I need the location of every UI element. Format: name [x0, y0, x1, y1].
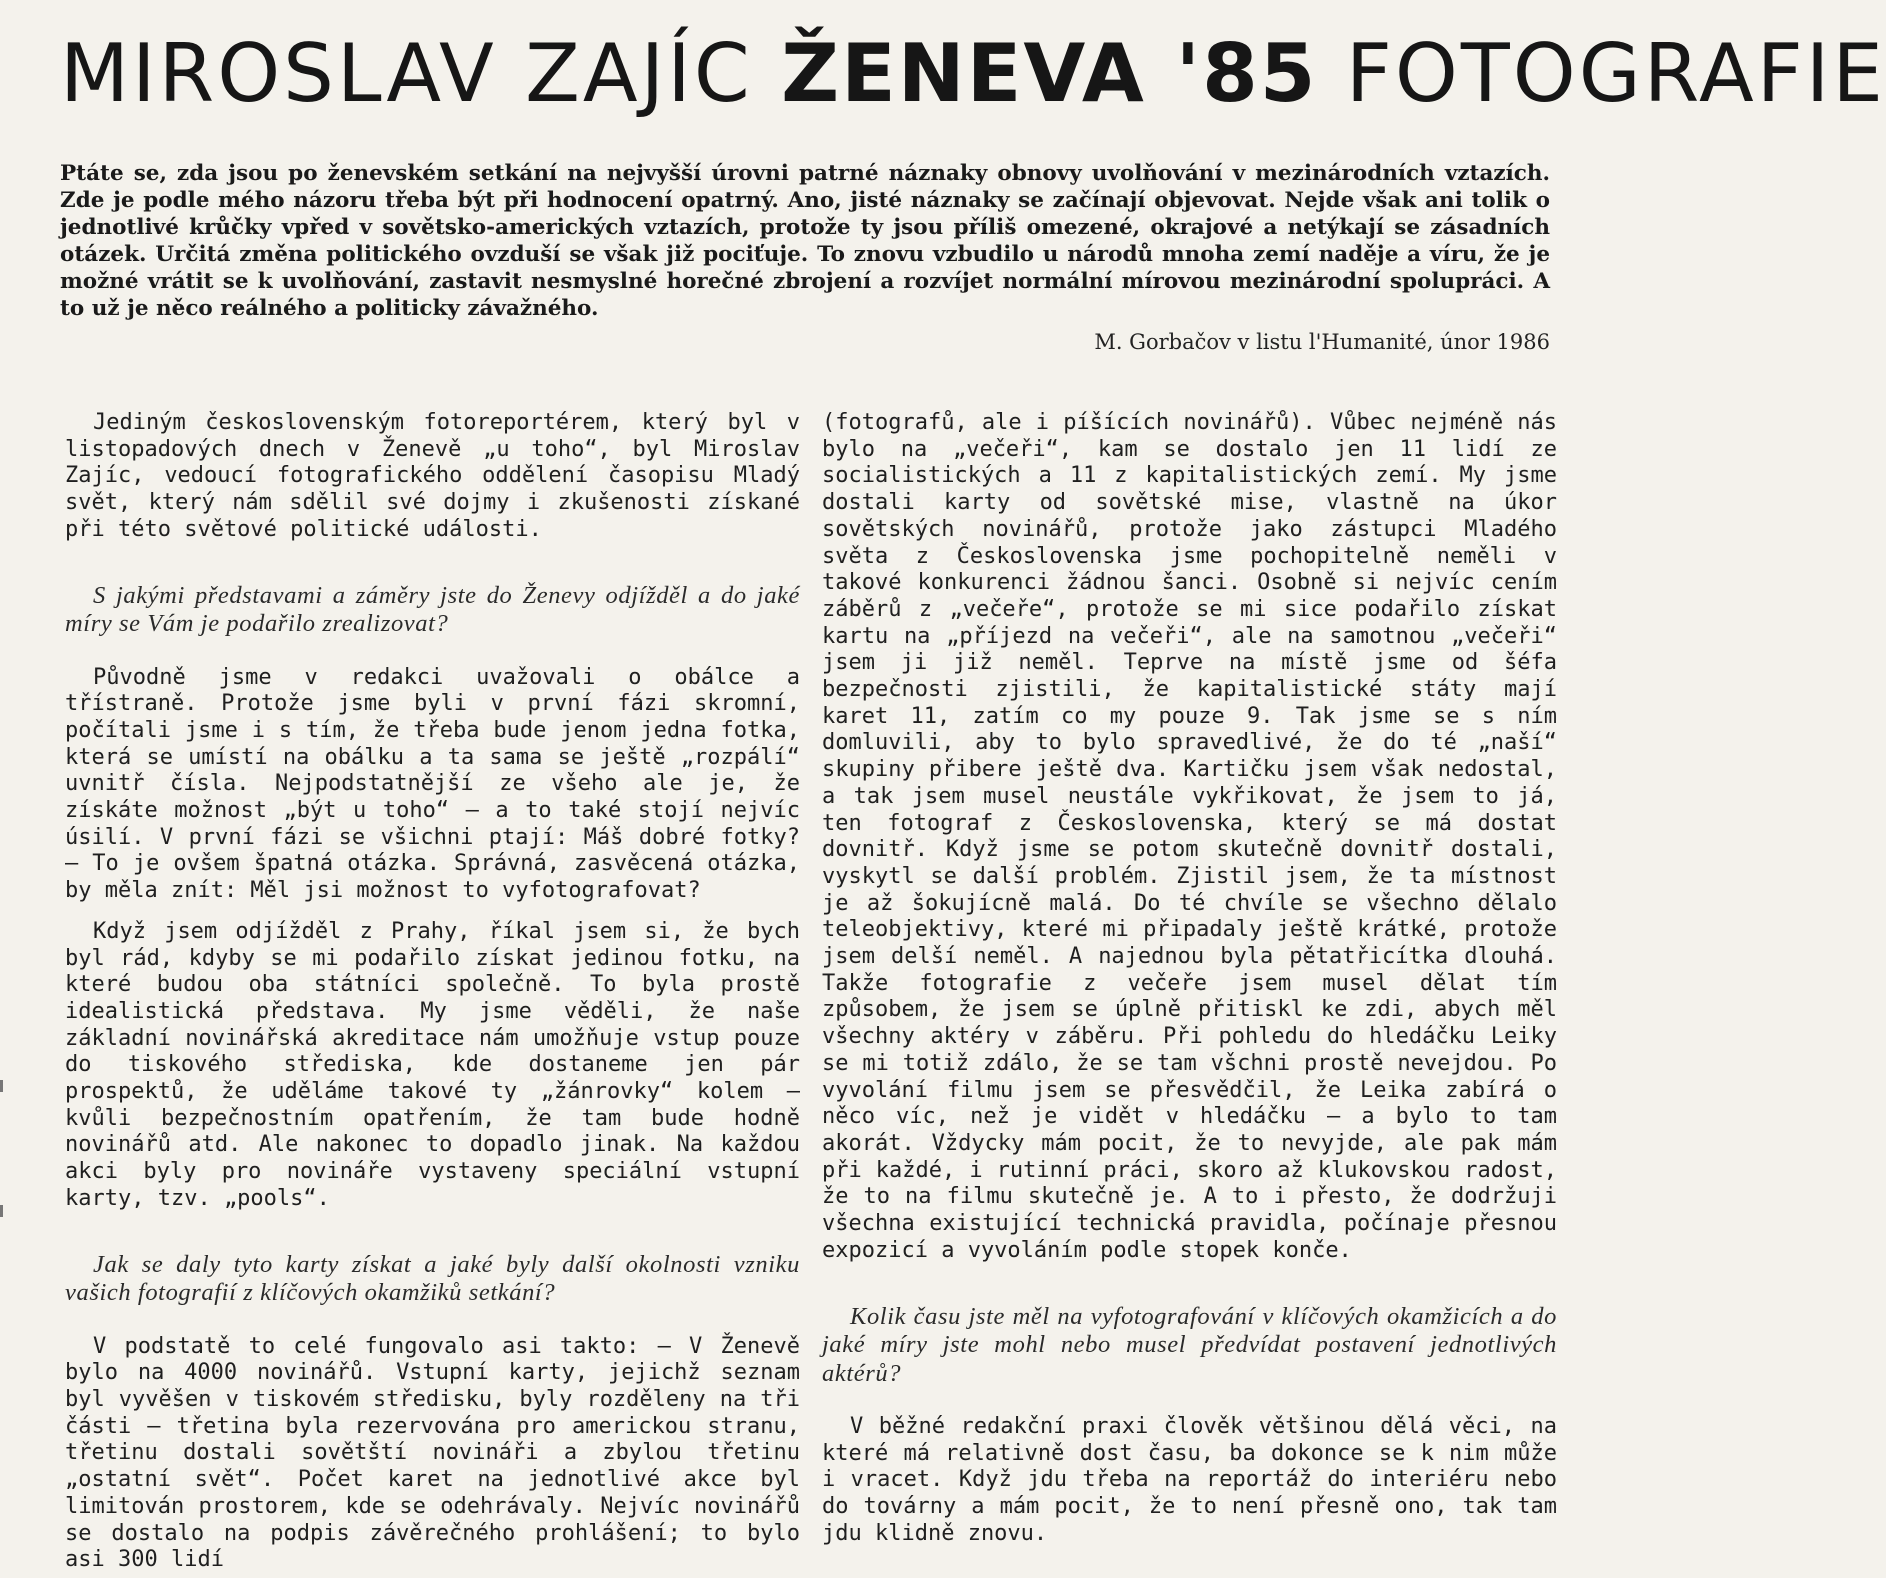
answer-2-paragraph: V podstatě to celé fungovalo asi takto: — V Ženevě bylo na 4000 novinářů. Vstupní karty, jejichž seznam byl vyvěšen v tiskovém středisku, byly rozděleny na tři části — třetina byla rezervována pro americkou stranu, třetinu dostali sovětští novináři a zbylou třetinu „ostatní svět“. Počet karet na jednotlivé akce byl limitován prostorem, kde se odehrávaly. Nejvíc novinářů se dostalo na podpis závěrečného prohlášení; to bylo asi 300 lidí — [65, 1333, 800, 1573]
quote-attribution: M. Gorbačov v listu l'Humanité, únor 1986 — [1094, 330, 1550, 354]
headline-section: FOTOGRAFIE — [1317, 27, 1886, 120]
right-column — [822, 410, 1557, 1548]
question-2: Jak se daly tyto karty získat a jaké byly další okolnosti vzniku vašich fotografií z klíčových okamžiků setkání? — [65, 1250, 800, 1307]
headline — [60, 27, 1886, 120]
answer-1-paragraph-1: Původně jsme v redakci uvažovali o obálce a třístraně. Protože jsme byli v první fázi skromní, počítali jsme i s tím, že třeba bude jenom jedna fotka, která se umístí na obálku a ta sama se ještě „rozpálí“ uvnitř čísla. Nejpodstatnější ze všeho ale je, že získáte možnost „být u toho“ — a to také stojí nejvíc úsilí. V první fázi se všichni ptají: Máš dobré fotky? — To je ovšem špatná otázka. Správná, zasvěcená otázka, by měla znít: Měl jsi možnost to vyfotografovat? — [65, 664, 800, 904]
question-1: S jakými představami a záměry jste do Ženevy odjížděl a do jaké míry se Vám je podařilo zrealizovat? — [65, 581, 800, 638]
gorbachev-quote: Ptáte se, zda jsou po ženevském setkání na nejvyšší úrovni patrné náznaky obnovy uvolňování v mezinárodních vztazích. Zde je podle mého názoru třeba být při hodnocení opatrný. Ano, jisté náznaky se začínají objevovat. Nejde však ani tolik o jednotlivé krůčky vpřed v sovětsko-amerických vztazích, protože ty jsou příliš omezené, okrajové a netýkají se zásadních otázek. Určitá změna politického ovzduší se však již pociťuje. To znovu vzbudilo u národů mnoha zemí naděje a víru, že je možné vrátit se k uvolňování, zastavit nesmyslné horečné zbrojení a rozvíjet normální mírovou mezinárodní spolupráci. A to už je něco reálného a politicky závažného. — [60, 161, 1550, 321]
page-edge-mark — [0, 1205, 3, 1217]
intro-paragraph: Jediným československým fotoreportérem, který byl v listopadových dnech v Ženevě „u toho“, byl Miroslav Zajíc, vedoucí fotografického oddělení časopisu Mladý svět, který nám sdělil své dojmy i zkušenosti získané při této světové politické události. — [65, 410, 800, 542]
page-edge-mark — [0, 1080, 3, 1092]
headline-event: ŽENEVA '85 — [781, 27, 1318, 120]
answer-2-continuation: (fotografů, ale i píšících novinářů). Vůbec nejméně nás bylo na „večeři“, kam se dostalo jen 11 lidí ze socialistických a 11 z kapitalistických zemí. My jsme dostali karty od sovětské mise, vlastně na úkor sovětských novinářů, protože jako zástupci Mladého světa z Československa jsme pochopitelně neměli v takové konkurenci žádnou šanci. Osobně si nejvíc cením záběrů z „večeře“, protože se mi sice podařilo získat kartu na „příjezd na večeři“, ale na samotnou „večeři“ jsem ji již neměl. Teprve na místě jsme od šéfa bezpečnosti zjistili, že kapitalistické státy mají karet 11, zatím co my pouze 9. Tak jsme se s ním domluvili, aby to bylo spravedlivé, že do té „naší“ skupiny přibere ještě dva. Kartičku jsem však nedostal, a tak jsem musel neustále vykřikovat, že jsem to já, ten fotograf z Československa, který se má dostat dovnitř. Když jsme se potom skutečně dovnitř dostali, vyskytl se další problém. Zjistil jsem, že ta místnost je až šokujícně malá. Do té chvíle se všechno dělalo teleobjektivy, které mi připadaly ještě krátké, protože jsem delší neměl. A najednou byla pětatřicítka dlouhá. Takže fotografie z večeře jsem musel dělat tím způsobem, že jsem se úplně přitiskl ke zdi, abych měl všechny aktéry v záběru. Při pohledu do hledáčku Leiky se mi totiž zdálo, že se tam všchni prostě nevejdou. Po vyvolání filmu jsem se přesvědčil, že Leika zabírá o něco víc, než je vidět v hledáčku — a bylo to tam akorát. Vždycky mám pocit, že to nevyjde, ale pak mám při každé, i rutinní práci, skoro až klukovskou radost, že to na filmu skutečně je. A to i přesto, že dodržuji všechna existující technická pravidla, počínaje přesnou expozicí a vyvoláním podle stopek konče. — [822, 410, 1557, 1263]
answer-3-paragraph: V běžné redakční praxi člověk většinou dělá věci, na které má relativně dost času, ba dokonce se k nim může i vracet. Když jdu třeba na reportáž do interiéru nebo do továrny a mám pocit, že to není přesně ono, tak tam jdu klidně znovu. — [822, 1414, 1557, 1546]
left-column — [65, 410, 800, 1574]
headline-author: MIROSLAV ZAJÍC — [60, 27, 782, 120]
answer-1-paragraph-2: Když jsem odjížděl z Prahy, říkal jsem si, že bych byl rád, kdyby se mi podařilo získat jedinou fotku, na které budou oba státníci společně. To byla prostě idealistická představa. My jsme věděli, že naše základní novinářská akreditace nám umožňuje vstup pouze do tiskového střediska, kde dostaneme jen pár prospektů, že uděláme takové ty „žánrovky“ kolem — kvůli bezpečnostním opatřením, že tam bude hodně novinářů atd. Ale nakonec to dopadlo jinak. Na každou akci byly pro novináře vystaveny speciální vstupní karty, tzv. „pools“. — [65, 918, 800, 1211]
question-3: Kolik času jste měl na vyfotografování v klíčových okamžicích a do jaké míry jste mohl nebo musel předvídat postavení jednotlivých aktérů? — [822, 1302, 1557, 1387]
